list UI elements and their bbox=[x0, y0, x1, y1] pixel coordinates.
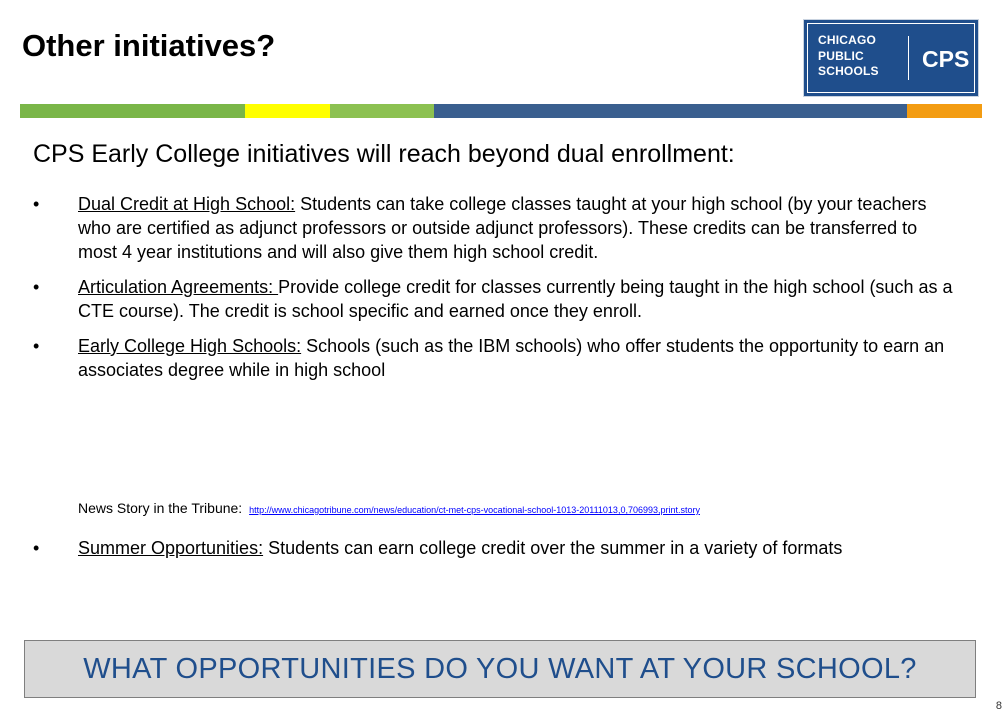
item-term: Articulation Agreements: bbox=[78, 277, 279, 297]
bullet: • bbox=[33, 538, 40, 558]
logo-abbreviation: CPS bbox=[922, 46, 970, 72]
logo-word-public: PUBLIC bbox=[818, 48, 864, 63]
page-number: 8 bbox=[995, 700, 1002, 712]
item-text: Provide college credit for classes currently being taught in the high school (such as a CTE course). The credit is school specific and earned once they enroll. bbox=[78, 277, 953, 321]
bullet: • bbox=[33, 336, 40, 356]
question-banner bbox=[24, 640, 976, 698]
item-term: Summer Opportunities: bbox=[78, 538, 264, 558]
cps-logo bbox=[804, 20, 978, 96]
item-text: Schools (such as the IBM schools) who offer students the opportunity to earn an associates degree while in high school bbox=[78, 336, 945, 380]
bullet: • bbox=[33, 277, 40, 297]
initiatives-list bbox=[33, 192, 953, 393]
item-term: Dual Credit at High School: bbox=[78, 194, 296, 214]
stripe-segment-1 bbox=[20, 104, 245, 118]
news-label: News Story in the Tribune: bbox=[78, 500, 243, 516]
slide-subtitle: CPS Early College initiatives will reach beyond dual enrollment: bbox=[33, 140, 735, 168]
list-item-dual-credit bbox=[33, 192, 953, 264]
question-text: WHAT OPPORTUNITIES DO YOU WANT AT YOUR SCHOOL? bbox=[83, 653, 917, 685]
stripe-segment-5 bbox=[907, 104, 982, 118]
news-link[interactable]: http://www.chicagotribune.com/news/education/ct-met-cps-vocational-school-1013-20111013,0,706993,print.story bbox=[249, 505, 700, 515]
item-term: Early College High Schools: bbox=[78, 336, 302, 356]
initiatives-list-continued bbox=[33, 536, 953, 571]
news-story-line bbox=[78, 500, 700, 516]
logo-wordmark bbox=[818, 33, 879, 80]
stripe-segment-2 bbox=[245, 104, 330, 118]
stripe-segment-4 bbox=[434, 104, 907, 118]
item-text: Students can take college classes taught at your high school (by your teachers who are certified as adjunct professors or outside adjunct professors). These credits can be transferred to most 4 year institutions and will also give them high school credit. bbox=[78, 194, 927, 262]
bullet: • bbox=[33, 194, 40, 214]
slide-title: Other initiatives? bbox=[22, 28, 276, 63]
logo-word-chicago: CHICAGO bbox=[818, 33, 877, 47]
item-text: Students can earn college credit over the summer in a variety of formats bbox=[263, 538, 843, 558]
list-item-articulation bbox=[33, 275, 953, 323]
logo-divider bbox=[908, 36, 909, 80]
list-item-summer bbox=[33, 536, 953, 560]
list-item-early-college bbox=[33, 334, 953, 382]
logo-word-schools: SCHOOLS bbox=[818, 64, 879, 78]
stripe-segment-3 bbox=[330, 104, 434, 118]
